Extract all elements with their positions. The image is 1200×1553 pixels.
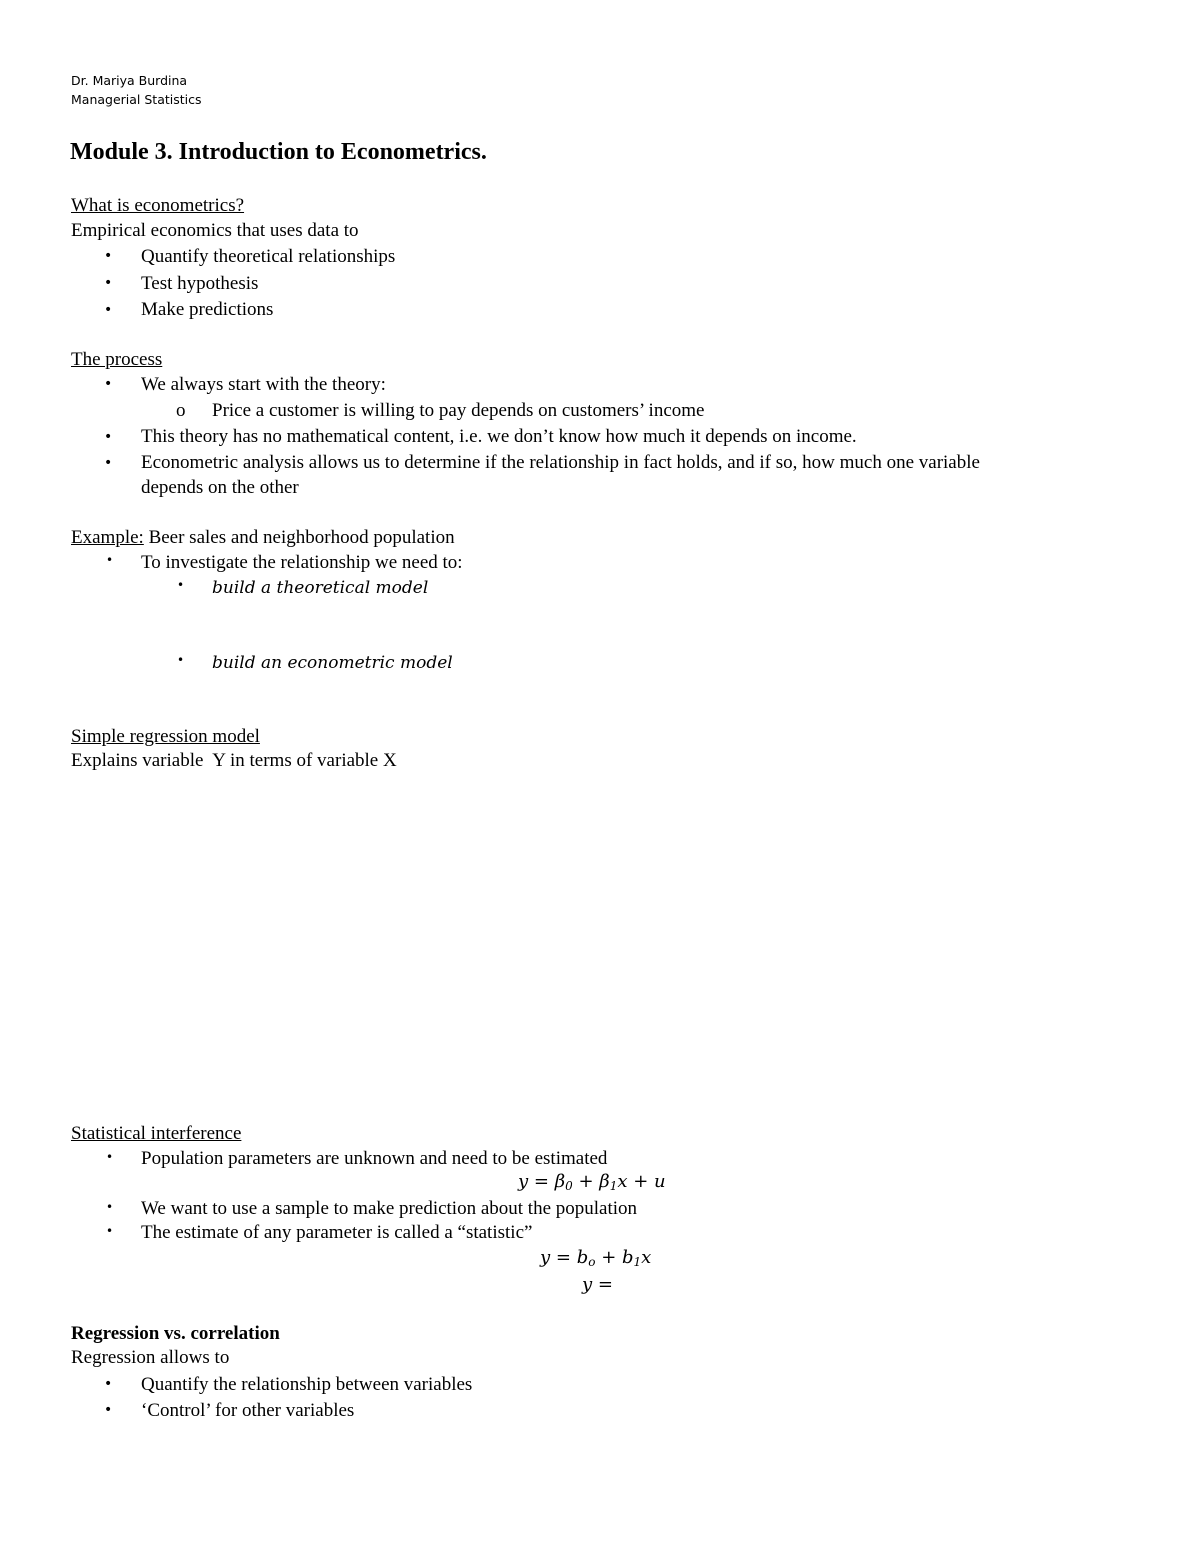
eq-subscript: 1 [609,1179,618,1193]
list-item: The estimate of any parameter is called a “statistic” [141,1222,533,1243]
eq-beta: β [554,1171,566,1192]
sub-list-item: build a theoretical model [212,578,429,598]
bullet-icon: • [106,1200,114,1214]
bullet-icon: • [106,1224,114,1238]
bullet-icon: • [104,455,113,471]
bullet-icon: • [177,578,185,592]
eq-y: y [540,1247,551,1268]
list-item: ‘Control’ for other variables [141,1400,355,1421]
bullet-icon: • [104,248,113,264]
list-item: To investigate the relationship we need to: [141,552,463,573]
population-equation [518,1171,666,1193]
eq-plus: + [595,1247,622,1268]
example-line [71,526,455,550]
eq-subscript: o [588,1255,596,1269]
sub-list-item: Price a customer is willing to pay depends on customers’ income [212,400,705,421]
bullet-icon: • [104,302,113,318]
bullet-icon: • [104,429,113,445]
what-is-intro: Empirical economics that uses data to [71,220,359,241]
course-name: Managerial Statistics [71,92,202,107]
list-item: Quantify theoretical relationships [141,246,396,267]
section-heading-what-is: What is econometrics? [71,195,245,216]
author-name: Dr. Mariya Burdina [71,73,188,88]
regression-intro: Regression allows to [71,1347,230,1368]
eq-beta: β [599,1171,610,1192]
eq-x: x [641,1247,652,1268]
eq-b: b [576,1247,589,1268]
bullet-icon: • [104,1376,113,1392]
eq-u: u [654,1171,666,1192]
section-heading-regression: Regression vs. correlation [71,1323,280,1344]
bullet-icon: • [177,653,185,667]
section-heading-process: The process [71,349,163,370]
list-item: Quantify the relationship between variables [141,1374,473,1395]
eq-y: y [518,1171,529,1192]
sample-equation [540,1247,651,1269]
list-item: We want to use a sample to make prediction about the population [141,1198,638,1219]
page-title: Module 3. Introduction to Econometrics. [70,139,487,165]
section-heading-inference: Statistical interference [71,1123,242,1144]
bullet-icon: • [106,1150,114,1164]
list-item: We always start with the theory: [141,374,386,395]
example-label: Example: [71,527,144,548]
eq-x: x [617,1171,628,1192]
list-item: Test hypothesis [141,273,259,294]
eq-plus: + [627,1171,655,1192]
list-item: Make predictions [141,299,274,320]
sub-list-item: build an econometric model [212,653,453,673]
eq-equals: = [550,1247,577,1268]
eq-b: b [622,1247,634,1268]
eq-subscript: 0 [565,1179,573,1193]
bullet-icon: • [106,553,114,567]
bullet-icon: • [104,275,113,291]
eq-plus: + [572,1171,600,1192]
section-heading-simple-regression: Simple regression model [71,726,260,747]
list-item: Population parameters are unknown and need to be estimated [141,1148,608,1169]
eq-equals: = [528,1171,555,1192]
bullet-icon: • [104,1402,113,1418]
list-item-continuation: depends on the other [141,477,299,498]
list-item: Econometric analysis allows us to determine if the relationship in fact holds, and if so, how much one variable [141,452,980,473]
sub-bullet-marker: o [176,400,186,421]
example-text: Beer sales and neighborhood population [143,527,455,548]
incomplete-equation: y = [582,1274,613,1295]
list-item: This theory has no mathematical content, i.e. we don’t know how much it depends on income. [141,426,857,447]
simple-regression-text: Explains variable Y in terms of variable X [71,750,397,771]
bullet-icon: • [104,376,113,392]
eq-subscript: 1 [633,1255,642,1269]
